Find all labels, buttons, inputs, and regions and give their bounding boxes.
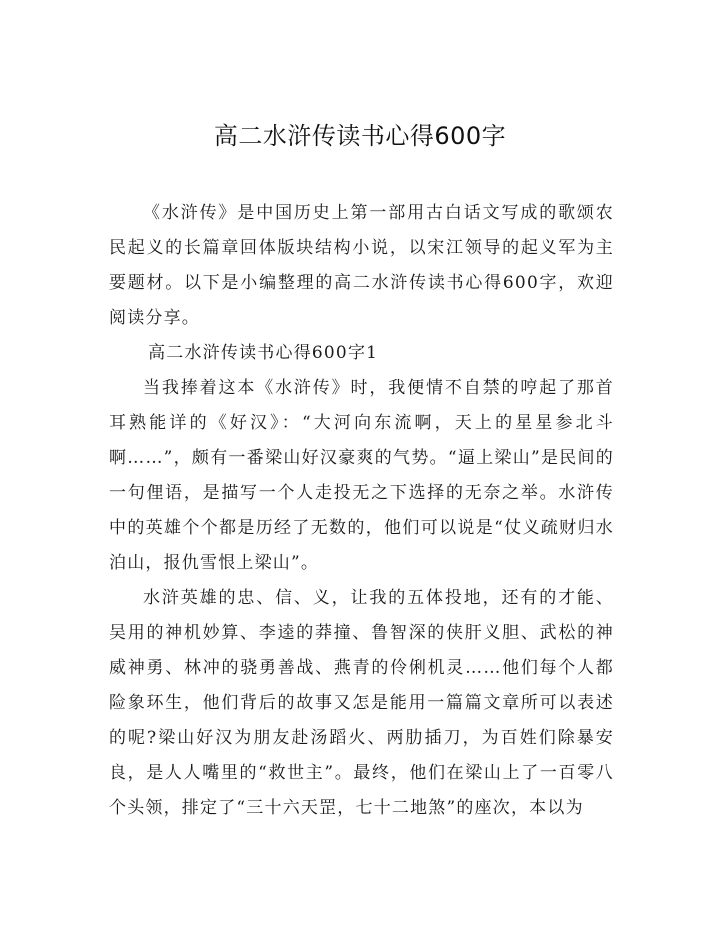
body-paragraph: 当我捧着这本《水浒传》时，我便情不自禁的哼起了那首耳熟能详的《好汉》：“大河向东流啊，天上的星星参北斗啊……”，颇有一番梁山好汉豪爽的气势。“逼上梁山”是民间的一句俚语，是描写一个人走投无之下选择的无奈之举。水浒传中的英雄个个都是历经了无数的，他们可以说是“仗义疏财归水泊山，报仇雪恨上梁山”。 bbox=[109, 378, 614, 573]
document-title: 高二水浒传读书心得600字 bbox=[213, 122, 507, 150]
body-paragraph: 水浒英雄的忠、信、义，让我的五体投地，还有的才能、吴用的神机妙算、李逵的莽撞、鲁智深的侠肝义胆、武松的神威神勇、林冲的骁勇善战、燕青的伶俐机灵……他们每个人都险象环生，他们背后的故事又怎是能用一篇篇文章所可以表述的呢?梁山好汉为朋友赴汤蹈火、两肋插刀，为百姓们除暴安良，是人人嘴里的“救世主”。最终，他们在梁山上了一百零八个头领，排定了“三十六天罡，七十二地煞”的座次，本以为 bbox=[109, 588, 614, 818]
section-heading: 高二水浒传读书心得600字1 bbox=[148, 343, 379, 363]
intro-paragraph: 《水浒传》是中国历史上第一部用古白话文写成的歌颂农民起义的长篇章回体版块结构小说，以宋江领导的起义军为主要题材。以下是小编整理的高二水浒传读书心得600字，欢迎阅读分享。 bbox=[109, 203, 614, 328]
document-body bbox=[109, 196, 614, 826]
